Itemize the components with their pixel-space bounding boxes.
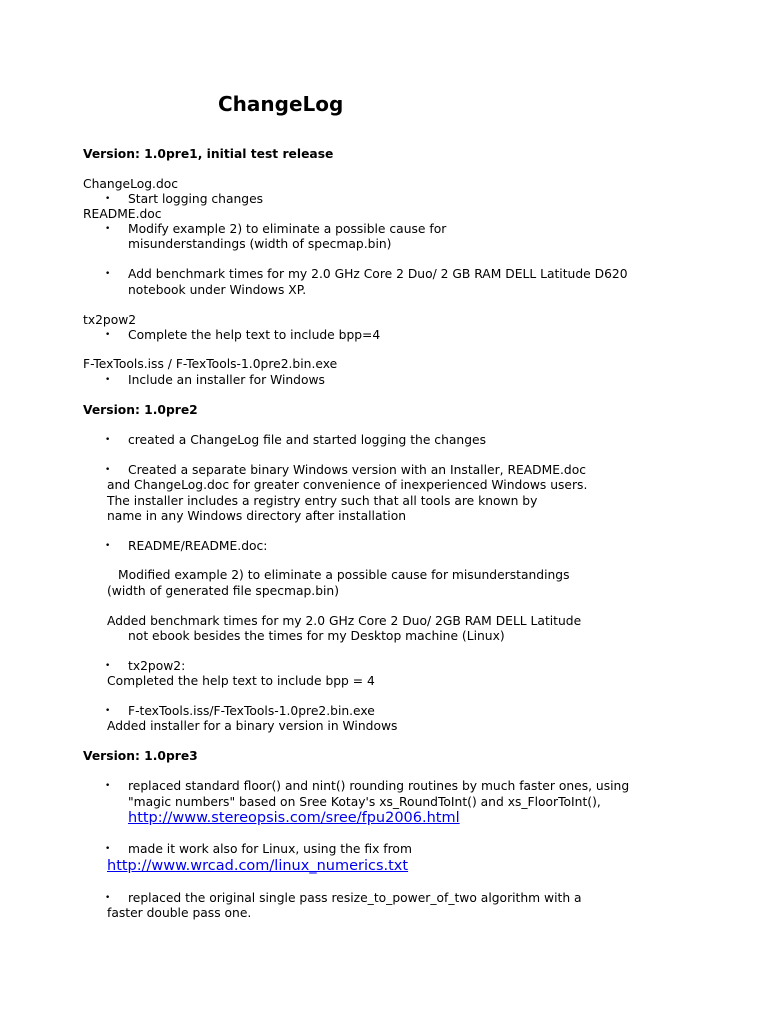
bullet-icon: • (105, 781, 111, 791)
paragraph-line: Added benchmark times for my 2.0 GHz Core 2 Duo/ 2GB RAM DELL Latitude (107, 614, 582, 628)
list-item: Created a separate binary Windows version with an Installer, README.doc (128, 463, 587, 477)
file-name: F-TexTools.iss / F-TexTools-1.0pre2.bin.exe (83, 357, 338, 371)
paragraph-line: Completed the help text to include bpp = 4 (107, 674, 375, 688)
list-item-continuation: misunderstandings (width of specmap.bin) (128, 237, 392, 251)
list-item-continuation: and ChangeLog.doc for greater convenience of inexperienced Windows users. (107, 478, 588, 492)
list-item: README/README.doc: (128, 539, 268, 553)
section-heading-v2: Version: 1.0pre2 (83, 403, 198, 417)
paragraph-line: not ebook besides the times for my Desktop machine (Linux) (128, 629, 505, 643)
list-item: replaced standard floor() and nint() rounding routines by much faster ones, using (128, 779, 630, 793)
list-item: Include an installer for Windows (128, 373, 325, 387)
list-item-continuation: "magic numbers" based on Sree Kotay's xs_RoundToInt() and xs_FloorToInt(), (128, 795, 601, 809)
link-wrcad[interactable]: http://www.wrcad.com/linux_numerics.txt (107, 858, 409, 874)
bullet-icon: • (105, 224, 111, 234)
list-item: Complete the help text to include bpp=4 (128, 328, 381, 342)
bullet-icon: • (105, 541, 111, 551)
bullet-icon: • (105, 465, 111, 475)
bullet-icon: • (105, 330, 111, 340)
bullet-icon: • (105, 706, 111, 716)
bullet-icon: • (105, 194, 111, 204)
bullet-icon: • (105, 661, 111, 671)
file-name: ChangeLog.doc (83, 177, 179, 191)
bullet-icon: • (105, 435, 111, 445)
list-item: Add benchmark times for my 2.0 GHz Core 2 Duo/ 2 GB RAM DELL Latitude D620 (128, 267, 628, 281)
bullet-icon: • (105, 375, 111, 385)
file-name: tx2pow2 (83, 313, 137, 327)
list-item: F-texTools.iss/F-TexTools-1.0pre2.bin.exe (128, 704, 375, 718)
list-item-continuation: faster double pass one. (107, 906, 252, 920)
list-item-continuation: name in any Windows directory after installation (107, 509, 407, 523)
bullet-icon: • (105, 893, 111, 903)
section-heading-v1: Version: 1.0pre1, initial test release (83, 147, 334, 161)
list-item: Modify example 2) to eliminate a possible cause for (128, 222, 447, 236)
list-item-continuation: The installer includes a registry entry such that all tools are known by (107, 494, 538, 508)
list-item: created a ChangeLog file and started logging the changes (128, 433, 486, 447)
paragraph-line: Added installer for a binary version in Windows (107, 719, 398, 733)
paragraph-line: Modified example 2) to eliminate a possible cause for misunderstandings (118, 568, 570, 582)
link-stereopsis[interactable]: http://www.stereopsis.com/sree/fpu2006.html (128, 810, 460, 826)
paragraph-line: (width of generated file specmap.bin) (107, 584, 340, 598)
document-title: ChangeLog (218, 92, 344, 116)
list-item-continuation: notebook under Windows XP. (128, 283, 307, 297)
list-item: tx2pow2: (128, 659, 186, 673)
bullet-icon: • (105, 269, 111, 279)
list-item: Start logging changes (128, 192, 264, 206)
list-item: replaced the original single pass resize_to_power_of_two algorithm with a (128, 891, 582, 905)
section-heading-v3: Version: 1.0pre3 (83, 749, 198, 763)
file-name: README.doc (83, 207, 162, 221)
list-item: made it work also for Linux, using the fix from (128, 842, 412, 856)
bullet-icon: • (105, 844, 111, 854)
